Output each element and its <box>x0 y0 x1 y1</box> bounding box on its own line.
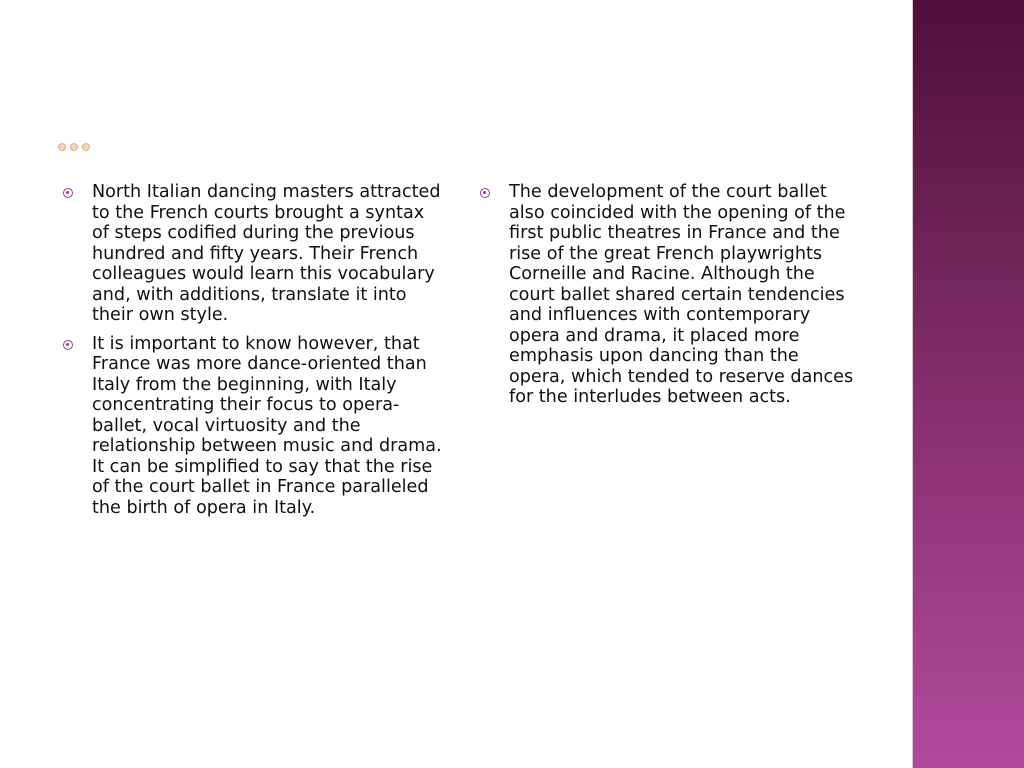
circled-dot-icon <box>480 188 490 198</box>
dot-icon <box>70 143 78 151</box>
circled-dot-icon <box>63 188 73 198</box>
dot-icon <box>82 143 90 151</box>
bullet-text: The development of the court ballet also coincided with the opening of the first public theatres in France and the rise of the great French playwrights Corneille and Racine. Although the court ballet shared certain tendencies and influences with contemporary opera and drama, it placed more emphasis upon dancing than the opera, which tended to reserve dances for the interludes between acts. <box>509 182 854 407</box>
bullet-item <box>62 334 442 519</box>
dot-icon <box>58 143 66 151</box>
right-text-column <box>479 182 859 416</box>
three-dots-icon <box>58 143 90 151</box>
bullet-item <box>479 182 859 408</box>
bullet-text: It is important to know however, that France was more dance-oriented than Italy from the beginning, with Italy concentrating their focus to opera-ballet, vocal virtuosity and the relationship between music and drama. It can be simplified to say that the rise of the court ballet in France paralleled the birth of opera in Italy. <box>92 333 442 518</box>
right-bullet-list <box>479 182 859 408</box>
side-decorative-band <box>912 0 1024 768</box>
bullet-item <box>62 182 442 326</box>
bullet-text: North Italian dancing masters attracted to the French courts brought a syntax of steps codified during the previous hundred and fifty years. Their French colleagues would learn this vocabulary and, with additions, translate it into their own style. <box>92 182 441 325</box>
circled-dot-icon <box>63 340 73 350</box>
left-bullet-list <box>62 182 442 518</box>
left-text-column <box>62 182 442 526</box>
